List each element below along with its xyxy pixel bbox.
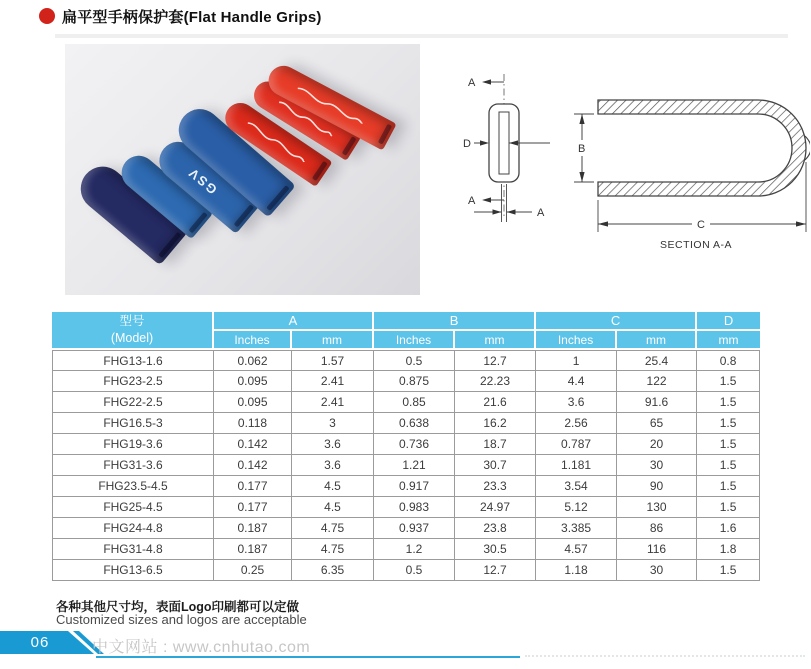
value-cell: 3.6 <box>292 455 374 476</box>
section-drawing <box>462 60 810 256</box>
value-cell: 1.5 <box>697 497 760 518</box>
value-cell: 116 <box>617 539 697 560</box>
model-cell: FHG25-4.5 <box>52 497 214 518</box>
value-cell: 0.095 <box>214 371 292 392</box>
svg-text:C: C <box>697 219 705 231</box>
value-cell: 4.75 <box>292 518 374 539</box>
value-cell: 0.917 <box>374 476 455 497</box>
value-cell: 1.5 <box>697 560 760 581</box>
value-cell: 16.2 <box>455 413 536 434</box>
value-cell: 0.187 <box>214 518 292 539</box>
model-cell: FHG13-1.6 <box>52 350 214 371</box>
model-cell: FHG23-2.5 <box>52 371 214 392</box>
model-cell: FHG31-4.8 <box>52 539 214 560</box>
value-cell: 1.57 <box>292 350 374 371</box>
unit-header: Inches <box>374 331 455 350</box>
table-row <box>52 518 760 539</box>
product-photo <box>65 44 420 295</box>
model-cell: FHG23.5-4.5 <box>52 476 214 497</box>
svg-text:A: A <box>468 77 476 89</box>
value-cell: 2.41 <box>292 392 374 413</box>
value-cell: 90 <box>617 476 697 497</box>
grip-print-label: GSV <box>184 163 220 197</box>
unit-header: mm <box>617 331 697 350</box>
model-header-zh: 型号 <box>119 314 145 329</box>
table-row <box>52 413 760 434</box>
value-cell: 1.5 <box>697 434 760 455</box>
table-row <box>52 560 760 581</box>
value-cell: 0.787 <box>536 434 617 455</box>
table-row <box>52 539 760 560</box>
value-cell: 3.6 <box>292 434 374 455</box>
note-english: Customized sizes and logos are acceptable <box>56 612 307 627</box>
model-cell: FHG31-3.6 <box>52 455 214 476</box>
value-cell: 0.142 <box>214 434 292 455</box>
value-cell: 1.2 <box>374 539 455 560</box>
value-cell: 30 <box>617 560 697 581</box>
unit-header: mm <box>292 331 374 350</box>
model-header-en: (Model) <box>110 331 154 345</box>
value-cell: 20 <box>617 434 697 455</box>
value-cell: 1.5 <box>697 413 760 434</box>
value-cell: 1 <box>536 350 617 371</box>
value-cell: 0.177 <box>214 497 292 518</box>
value-cell: 23.8 <box>455 518 536 539</box>
value-cell: 22.23 <box>455 371 536 392</box>
value-cell: 0.875 <box>374 371 455 392</box>
svg-text:A: A <box>468 195 476 207</box>
col-group-d: D <box>697 312 760 331</box>
model-cell: FHG13-6.5 <box>52 560 214 581</box>
value-cell: 1.21 <box>374 455 455 476</box>
footer-underline <box>96 656 520 658</box>
value-cell: 0.187 <box>214 539 292 560</box>
table-row <box>52 434 760 455</box>
value-cell: 1.5 <box>697 476 760 497</box>
footer-dotted-line <box>525 655 805 657</box>
model-cell: FHG24-4.8 <box>52 518 214 539</box>
value-cell: 12.7 <box>455 560 536 581</box>
model-column-header <box>52 312 214 350</box>
table-row <box>52 371 760 392</box>
table-row <box>52 392 760 413</box>
value-cell: 4.5 <box>292 476 374 497</box>
value-cell: 2.41 <box>292 371 374 392</box>
table-row <box>52 476 760 497</box>
svg-text:SECTION A-A: SECTION A-A <box>660 239 733 251</box>
value-cell: 1.5 <box>697 371 760 392</box>
website-text: 中文网站 : www.cnhutao.com <box>92 639 311 656</box>
model-cell: FHG22-2.5 <box>52 392 214 413</box>
value-cell: 1.6 <box>697 518 760 539</box>
value-cell: 0.095 <box>214 392 292 413</box>
value-cell: 30.7 <box>455 455 536 476</box>
page-title: 扁平型手柄保护套(Flat Handle Grips) <box>62 9 322 26</box>
value-cell: 4.57 <box>536 539 617 560</box>
note-chinese: 各种其他尺寸均，表面Logo印刷都可以定做 <box>56 600 300 614</box>
model-cell: FHG19-3.6 <box>52 434 214 455</box>
value-cell: 1.5 <box>697 455 760 476</box>
value-cell: 21.6 <box>455 392 536 413</box>
col-group-a: A <box>214 312 374 331</box>
svg-text:B: B <box>578 143 586 155</box>
svg-text:D: D <box>463 138 471 150</box>
value-cell: 18.7 <box>455 434 536 455</box>
table-row <box>52 497 760 518</box>
value-cell: 1.181 <box>536 455 617 476</box>
value-cell: 1.8 <box>697 539 760 560</box>
value-cell: 0.5 <box>374 350 455 371</box>
value-cell: 24.97 <box>455 497 536 518</box>
value-cell: 3 <box>292 413 374 434</box>
value-cell: 0.983 <box>374 497 455 518</box>
value-cell: 30 <box>617 455 697 476</box>
value-cell: 4.4 <box>536 371 617 392</box>
unit-header: mm <box>455 331 536 350</box>
value-cell: 0.5 <box>374 560 455 581</box>
value-cell: 0.142 <box>214 455 292 476</box>
col-group-c: C <box>536 312 697 331</box>
value-cell: 1.18 <box>536 560 617 581</box>
technical-drawing <box>462 60 810 256</box>
value-cell: 0.736 <box>374 434 455 455</box>
value-cell: 5.12 <box>536 497 617 518</box>
page-number: 06 <box>30 634 50 651</box>
value-cell: 2.56 <box>536 413 617 434</box>
value-cell: 3.6 <box>536 392 617 413</box>
value-cell: 0.8 <box>697 350 760 371</box>
value-cell: 91.6 <box>617 392 697 413</box>
value-cell: 6.35 <box>292 560 374 581</box>
value-cell: 30.5 <box>455 539 536 560</box>
value-cell: 12.7 <box>455 350 536 371</box>
value-cell: 4.75 <box>292 539 374 560</box>
model-cell: FHG16.5-3 <box>52 413 214 434</box>
value-cell: 130 <box>617 497 697 518</box>
value-cell: 4.5 <box>292 497 374 518</box>
value-cell: 0.118 <box>214 413 292 434</box>
col-group-b: B <box>374 312 536 331</box>
red-bullet-icon <box>39 8 55 24</box>
header-row-dimensions <box>52 312 760 331</box>
spec-table-body <box>52 350 760 581</box>
unit-header: mm <box>697 331 760 350</box>
value-cell: 0.25 <box>214 560 292 581</box>
value-cell: 0.638 <box>374 413 455 434</box>
value-cell: 65 <box>617 413 697 434</box>
value-cell: 0.177 <box>214 476 292 497</box>
value-cell: 1.5 <box>697 392 760 413</box>
svg-text:A: A <box>537 207 545 219</box>
unit-header: Inches <box>536 331 617 350</box>
value-cell: 0.85 <box>374 392 455 413</box>
table-row <box>52 350 760 371</box>
spec-table <box>52 312 760 581</box>
value-cell: 0.062 <box>214 350 292 371</box>
title-divider <box>55 34 788 38</box>
value-cell: 0.937 <box>374 518 455 539</box>
value-cell: 3.54 <box>536 476 617 497</box>
value-cell: 122 <box>617 371 697 392</box>
value-cell: 86 <box>617 518 697 539</box>
value-cell: 3.385 <box>536 518 617 539</box>
value-cell: 23.3 <box>455 476 536 497</box>
table-row <box>52 455 760 476</box>
value-cell: 25.4 <box>617 350 697 371</box>
unit-header: Inches <box>214 331 292 350</box>
